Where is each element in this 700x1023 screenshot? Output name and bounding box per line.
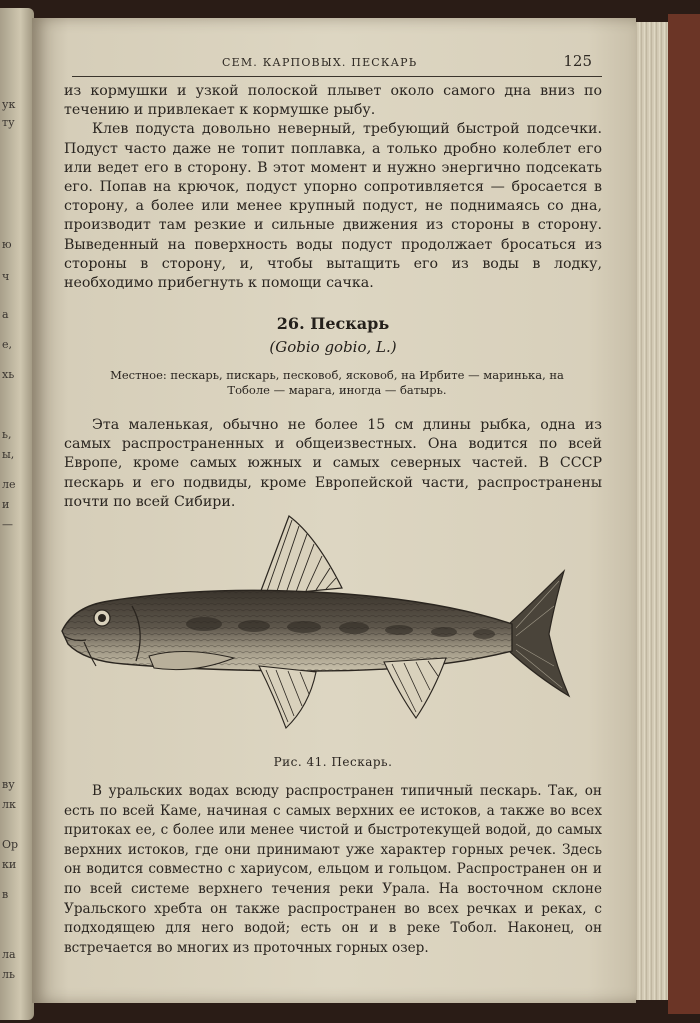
left-page-fragment: хь [2, 368, 15, 381]
left-page-fragment: и [2, 498, 10, 511]
left-page-fragment: ки [2, 858, 17, 871]
left-page-edge [0, 8, 34, 1020]
book-cover [668, 14, 700, 1014]
gudgeon-illustration [54, 506, 574, 741]
left-page-fragment: ы, [2, 448, 15, 461]
text-block-top [64, 82, 602, 293]
text-block-intro [64, 416, 602, 512]
paragraph-bite: Клев подуста довольно неверный, требующий быстрой подсечки. Подуст часто даже не топит поплавка, а только дробно колеблет его или ведет его в сторону. В этот момент и нужно энергично подсекать его. Попав на крючок, подуст упорно сопротивляется — бросается в сторону, а более или менее крупный подуст, не поднимаясь со дна, производит там резкие и сильные движения из стороны в сторону. Выведенный на поверхность воды подуст продолжает бросаться из стороны в сторону, и, чтобы вытащить его из воды в лодку, необходимо прибегнуть к помощи сачка. [64, 121, 602, 292]
book-page [32, 18, 636, 1003]
local-names: Местное: пескарь, пискарь, песковоб, ясковоб, на Ирбите — маринька, на Тоболе — марага, иногда — батырь. [110, 368, 564, 397]
left-page-fragment: — [2, 518, 13, 531]
left-page-fragment: ч [2, 270, 10, 283]
left-page-fragment: лк [2, 798, 16, 811]
left-page-fragment: ук [2, 98, 16, 111]
left-page-fragment: ту [2, 116, 15, 129]
left-page-fragment: а [2, 308, 9, 321]
paragraph-ural-waters: В уральских водах всюду распространен типичный пескарь. Так, он есть по всей Каме, начиная с самых верхних ее истоков, а также во всех притоках ее, с более или менее чистой и быстротекущей водой, до самых верхних истоков, где они принимают уже характер горных речек. Здесь он водится совместно с хариусом, ельцом и гольцом. Распространен он и по всей системе верхнего течения реки Урала. На восточном склоне Уральского хребта он также распространен во всех речках и реках, с подходящею для него водой; есть он и в реке Тобол. Наконец, он встречается во многих из проточных горных озер. [64, 783, 602, 956]
latin-name: (Gobio gobio, L.) [269, 338, 397, 356]
left-page-fragment: ла [2, 948, 16, 961]
figure-caption: Рис. 41. Пескарь. [273, 755, 393, 769]
paragraph-continued: из кормушки и узкой полоской плывет около самого дна вниз по течению и привлекает к кормушке рыбу. [64, 83, 602, 119]
left-page-fragment: е, [2, 338, 13, 351]
paragraph-intro: Эта маленькая, обычно не более 15 см длины рыбка, одна из самых распространенных и общеизвестных. Она водится по всей Европе, кроме самых южных и самых северных частей. В СССР пескарь и его подвиды, кроме Европейской части, распространены почти по всей Сибири. [64, 417, 602, 510]
left-page-fragment: ле [2, 478, 16, 491]
fish-drawing [54, 506, 574, 741]
text-block-bottom [64, 782, 602, 958]
left-page-fragment: ю [2, 238, 12, 251]
running-title: СЕМ. КАРПОВЫХ. ПЕСКАРЬ [222, 56, 418, 69]
left-page-fragment: Ор [2, 838, 19, 851]
section-title: 26. Пескарь [276, 314, 390, 333]
left-page-fragment: ль [2, 968, 15, 981]
page-number: 125 [563, 52, 592, 70]
running-head [72, 52, 602, 77]
left-page-fragment: ву [2, 778, 15, 791]
left-page-fragment: ь, [2, 428, 12, 441]
left-page-fragment: в [2, 888, 9, 901]
